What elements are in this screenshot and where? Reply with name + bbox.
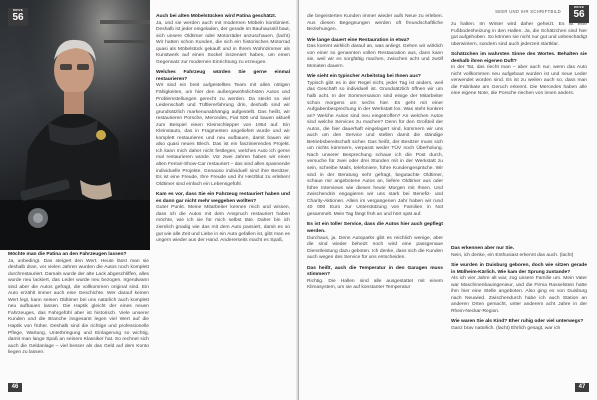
answer-paragraph: zu halten. Im Winter wird daher geheizt. Es ist eine Fußbodenheizung in den Hallen. Ja, die Schätzchen sind hier gut aufgehoben. So können sie nicht nur gut und unbeschädigt überwintern, sondern sind auch jederzeit startklar. [451, 22, 587, 47]
answer-paragraph: Typisch gibt es in der Regel nicht, jeder Tag ist anders, weil das Geschäft so individuell ist. Grundsätzlich öffnen wir um halb acht. In der Sommersaison sind einige der Mitarbeiter schon morgens um sechs hier. Es geht mit einer Aufgabenbesprechung in der Werkstatt los. Was steht konkret an? Welche Autos sind neu eingetroffen? An welchen Autos sind welche Services zu machen? Denn für den Großteil der Autos, die hier dauerhaft eingelagert sind, kümmern wir uns auch um den Service und stellen damit die ständige Betriebsbereitschaft sicher. Das heißt, der Besitzer muss sich um nichts kümmern, verpasst weder TÜV noch Überholung. Nach unserer Besprechung schaue ich die Post durch, versuche für zwei oder drei Stunden mit in der Werkstatt zu sein, schreibe Mails, telefoniere, führe Kundengespräche. Wir sind in der Beratung sehr gefragt, begutachte Oldtimer, schaue mir angebotene Autos an, liefere Oldtimer aus oder führe Interviews wie dieses heute Morgen mit Ihnen. Und zwischendrin engagieren wir uns stark bei Benefiz- und Charity-Aktionen. Allein im vergangenen Jahr haben wir rund 40 000 Euro zur Unterstützung von Familien in Not gesammelt. Mein Tag fängt früh an und hört spät auf. [307, 80, 443, 217]
answer-paragraph: Ja, und sie werden auch mit modernen Möbeln kombiniert. Deshalb ist jeder eingeladen, der gerade im Bauhausstil baut, sich unsere Oldtimer oder Motorräder anzuschauen. (lacht) Wir hatten schon Kunden, die sich ein historisches Motorrad quasi als Möbelstück gekauft und in Ihrem Wohnzimmer als Kunstwerk auf einen Sockel inszeniert haben, um einen Gegensatz zur modernen Einrichtung zu erzeugen. [156, 20, 290, 65]
page-number-right: 47 [575, 383, 589, 392]
question-heading: Sie wurden in Duisburg geboren, doch wie sitzen gerade in Mülheim-Kärlich. Wie kam der Sprung zustande? [451, 263, 587, 275]
running-head: SEER UND IHR SCHRIFTBILD [495, 9, 561, 14]
answer-paragraph: Richtig. Die Hallen sind alle ausgestattet mit einem Klimasystem, um sie auf konstanter Temperatur [307, 278, 443, 291]
left-page [0, 0, 298, 400]
answer-paragraph: Guter Punkt. Meine Mitarbeiter kennen mich und wissen, dass ich die Autos mit dem Anspruch restauriert haben möchte, wie ich sie für mich selbst täte. Daher bin ich ziemlich gnadig wie das mit dem Auto passiert, damit es so gut wie alle Zeit und Liebe in ein Auto gefallen ist, gibt man es ungern wieder aus der Hand. Andererseits macht es Spaß, [156, 205, 290, 244]
question-heading: Kam es vor, dass Sie ein Fahrzeug restauriert haben und es dann gar nicht mehr weggeben wollten? [156, 192, 290, 204]
portrait-photo [0, 0, 150, 250]
question-heading: Wie lange dauert eine Restauration in etwa? [307, 37, 410, 43]
right-page [299, 0, 597, 400]
question-heading: Wie waren Sie als Kind? Eher ruhig oder viel unterwegs? [451, 319, 584, 325]
magazine-logo-right: DRIVE 56 [569, 5, 589, 23]
question-heading: Schätzchen im wahrsten Sinne des Wortes. Behalten sie deshalb ihren eigenen Duft? [451, 52, 587, 64]
answer-paragraph: die begeisterten Kunden immer wieder aufs Neue zu erleben. Aus diesen Begegnungen werden oft freundschaftliche Beziehungen. [307, 14, 443, 33]
answer-paragraph: Ganz brav natürlich. (lacht) Ehrlich gesagt, war ich [451, 326, 561, 332]
answer-paragraph: Wir sind ein breit aufgestelltes Team mit allen nötigen Fähigkeiten, um hier den außergewöhnlichsten Autos und Problemstellungen gerecht zu werden. Da steckt so viel Leidenschaft und Tüftlererfahrung drin, deshalb sind wir grundsätzlich markenunabhängig aufgestellt. Das heißt, wir restaurieren Porsche, Mercedes, Fiat 500 und bauen aktuell zum Beispiel einen Kleinschlepper von 1954 auf. Ein Kleinstauto, das in Fragmenten angeliefert wurde und wir komplett restaurieren und neu aufbauen, damit bauen wir also quasi neues Blech. Das ist ein faszinierendes Projekt. Ich kann mich daher nicht festlegen, welches Auto ich gerne mal restaurieren würde. Vor zwei Jahren haben wir einen alten Ferrari-Show-Car restauriert – das sind alles spannende individuelle Projekte. Genauso individuell sind ihre Besitzer. Es ist eine Freude, Ihre Freude und ihr Herzblut zu erleben! Oldtimer sind einfach ein Lebensgefühl. [156, 83, 290, 187]
question-heading: Das heißt, auch die Temperatur in den Garagen muss stimmen? [307, 265, 443, 278]
question-heading: Möchte man die Patina an den Fahrzeugen lassen? [8, 252, 127, 257]
question-heading: Es ist ein toller Service, dass die Autos hier auch gepflegt werden. [307, 222, 443, 234]
answer-paragraph: In der Tat, das riecht man – aber auch nur, wenn das Auto nicht vollkommen neu aufgebaut wurden ist und neue Leder verwendet worden sind. Es ist zu weilen auch so, dass man die Fabrikate am Geruch erkennt. Die Mercedes haben alle eine eigene Note, die Porsche riechen von innen anders. [451, 65, 587, 97]
left-column-2 [156, 14, 290, 245]
page-number-left: 46 [8, 383, 22, 392]
answer-paragraph: Ja, unbedingt. Das steigert den Wert. Heute lässt man sie deshalb dran, vor vielen Jahren wurden die Autos noch komplett durchrestauriert. Damals wurde der alte Lack abgeschliffen, alles wurde neu lackiert, das Leder wurde neu bezogen. Irgendwann sind aber die Autos gefragt, die vollkommen original sind. Ein Auto erzählt immer auch eine Geschichte. Wer darauf keinen Wert legt, kann seinen Oldtimer bei uns natürlich auch komplett neu aufbauen lassen. Die Haptik gleicht der eines neuen Fahrzeuges, das Fahrgefühl aber ist historisch. Viele unserer Kunden und die Branche insgesamt legen viel Wert auf die Haptik von früher. Deshalb sind die richtige und professionelle Pflege, Wartung, Unterbringung und Einlagerung so wichtig, damit man lange Spaß an seinem Klassiker hat. So rechnet sich auch die Geldanlage – viel besser als das Geld auf dem Konto liegen zu lassen. [8, 258, 149, 356]
question-heading: Welches Fahrzeug würden Sie gerne einmal restaurieren? [156, 70, 290, 82]
mechanic-illustration [0, 0, 150, 250]
right-column-2-top [451, 22, 587, 98]
answer-paragraph: Das kommt wirklich darauf an, was anliegt. Gehen wir wirklich von einer so genannten vollen Restauration aus, dann kann sie, weil wir es sorgfältig machen, zwischen acht und zwölf Monaten dauern. [307, 44, 443, 69]
right-column-1 [307, 14, 443, 292]
magazine-logo: DRIVE 56 [8, 8, 28, 26]
question-heading: Wie sieht ein typischer Arbeitstag bei Ihnen aus? [307, 74, 421, 80]
right-column-2-bottom [451, 246, 587, 333]
answer-paragraph: Als ich vier Jahre alt war, zog unsere Familie um. Mein Vater war Maschinenbauingenieur, und die Firma Rasselstein hatte ihm hier eine Stelle angeboten. Also ging es von Duisburg nach Neuwied. Zwischendurch habe ich auch Station an anderen Orten gemacht, unter anderem acht Jahre in der Rhein-Neckar-Region. [451, 276, 587, 314]
answer-paragraph: Nein, ich denke, ein Enthusiast erkennt das auch. (lacht) [451, 252, 574, 258]
answer-paragraph: Durchaus, ja. Denn Autoparks gibt es reichlich wenige, aber die sind wieder beheizt noch wird eine passgenaue Dienstleistung dazu geboten. Ich denke, dass sich die Kunden auch wegen des Service für uns entscheiden. [307, 235, 443, 261]
left-column-1 [8, 252, 149, 357]
question-heading: Auch bei alten Möbelstücken wird Patina geschätzt. [156, 14, 277, 19]
question-heading: Das erkennen aber nur Sie. [451, 246, 515, 251]
